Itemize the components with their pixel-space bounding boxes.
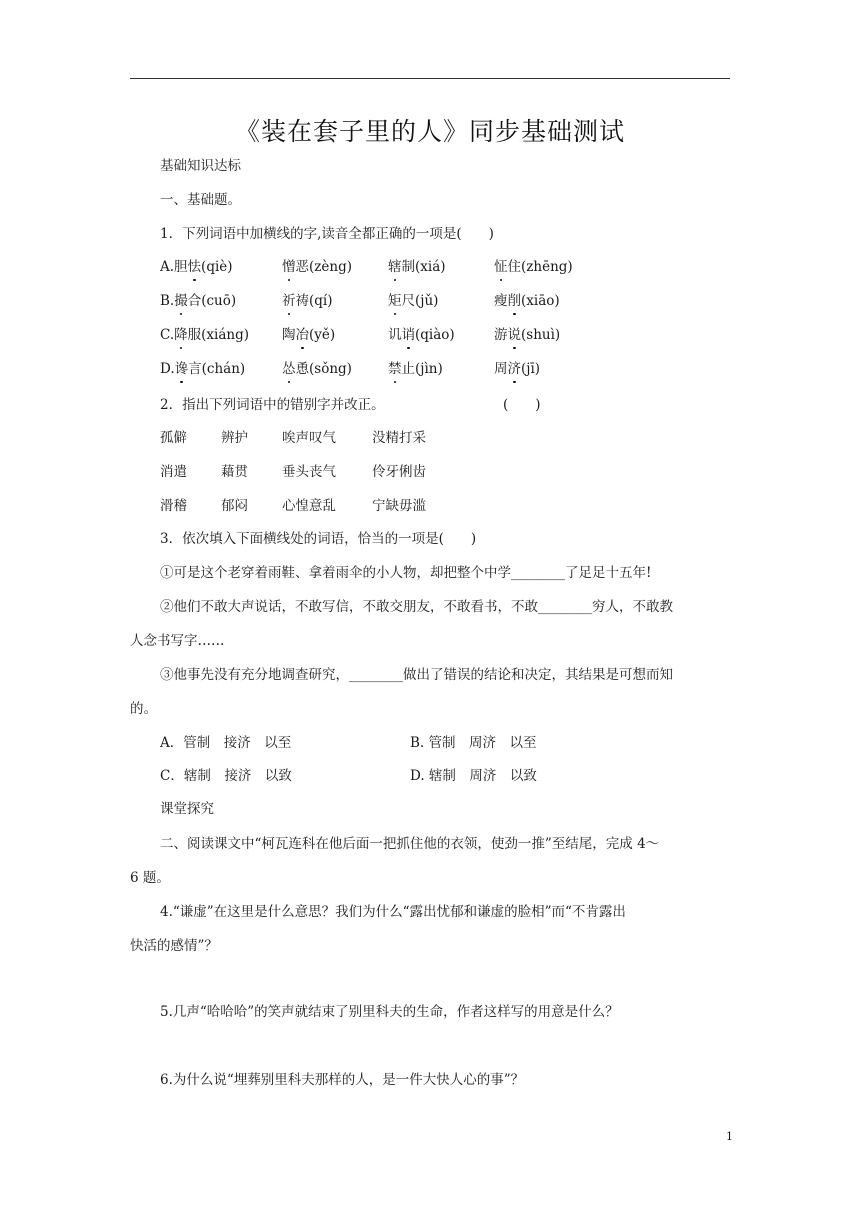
q2-word: 滑稽: [160, 498, 187, 514]
q2-answer-paren: ( ): [503, 397, 541, 413]
q1-option-c-word2: 陶冶(yě): [282, 327, 336, 343]
q1-option-c-word3: 讥诮(qiào): [388, 327, 455, 343]
q4-line-2: 快活的感情”？: [130, 938, 218, 954]
q2-word: 唉声叹气: [282, 430, 336, 446]
part2-intro-cont: 6 题。: [130, 870, 170, 886]
q1-option-a-word2: 憎恶(zèng): [282, 259, 352, 275]
q2-word: 辨护: [221, 430, 248, 446]
q3-sentence-3: ③他事先没有充分地调查研究，________做出了错误的结论和决定，其结果是可想而知: [160, 667, 673, 683]
section-classroom: 课堂探究: [160, 801, 214, 817]
section-basic-knowledge: 基础知识达标: [160, 158, 241, 174]
q3-sentence-1: ①可是这个老穿着雨鞋、拿着雨伞的小人物，却把整个中学________了足足十五年!: [160, 565, 652, 581]
q1-option-b-word3: 矩尺(jǔ): [388, 293, 439, 309]
q1-option-d-word4: 周济(jī): [494, 361, 541, 377]
q1-option-d-word3: 禁止(jìn): [388, 361, 443, 377]
q1-option-d: D.谗言(chán): [160, 361, 246, 377]
header-rule: [130, 78, 730, 79]
q1-option-b-word2: 祈祷(qí): [282, 293, 333, 309]
q2-word: 郁闷: [221, 498, 248, 514]
q1-option-b: B.撮合(cuō): [160, 293, 237, 309]
q3-stem: 3．依次填入下面横线处的词语，恰当的一项是( ): [160, 531, 477, 547]
q1-stem: 1．下列词语中加横线的字,读音全都正确的一项是( ): [160, 226, 494, 242]
q1-option-b-word4: 瘦削(xiāo): [494, 293, 560, 309]
q2-word: 垂头丧气: [282, 464, 336, 480]
q3-option-a: A．管制 接济 以至: [160, 735, 292, 751]
part2-intro: 二、阅读课文中“柯瓦连科在他后面一把抓住他的衣领，使劲一推”至结尾，完成 4～: [160, 836, 660, 852]
q2-word: 藉贯: [221, 464, 248, 480]
document-title: 《装在套子里的人》同步基础测试: [234, 117, 625, 146]
q3-option-b: B. 管制 周济 以至: [410, 735, 537, 751]
q3-option-c: C．辖制 接济 以致: [160, 768, 292, 784]
q2-word: 孤僻: [160, 430, 187, 446]
q2-word: 心惶意乱: [282, 498, 336, 514]
q2-word: 伶牙俐齿: [372, 464, 426, 480]
q2-word: 宁缺毋滥: [372, 498, 426, 514]
section-basic-questions: 一、基础题。: [160, 192, 241, 208]
q1-option-d-word2: 怂恿(sǒng): [282, 361, 352, 377]
q1-option-c-word4: 游说(shuì): [494, 327, 561, 343]
q3-sentence-2: ②他们不敢大声说话，不敢写信，不敢交朋友，不敢看书，不敢________穷人，不敢教: [160, 599, 673, 615]
page-number: 1: [726, 1130, 733, 1143]
q3-option-d: D. 辖制 周济 以致: [410, 768, 537, 784]
q6-text: 6.为什么说“埋葬别里科夫那样的人，是一件大快人心的事”？: [160, 1072, 525, 1088]
q1-option-a-word3: 辖制(xiá): [388, 259, 446, 275]
q1-option-a: A.胆怯(qiè): [160, 259, 233, 275]
q1-option-c: C.降服(xiáng): [160, 327, 249, 343]
q3-sentence-2-cont: 人念书写字……: [130, 633, 225, 649]
q2-stem: 2．指出下列词语中的错别字并改正。: [160, 397, 385, 413]
q5-text: 5.几声“哈哈哈”的笑声就结束了别里科夫的生命，作者这样写的用意是什么？: [160, 1004, 619, 1020]
q3-sentence-3-cont: 的。: [130, 701, 157, 717]
q2-word: 没精打采: [372, 430, 426, 446]
q1-option-a-word4: 怔住(zhēng): [494, 259, 573, 275]
q2-word: 消遣: [160, 464, 187, 480]
q4-line-1: 4.“谦虚”在这里是什么意思？我们为什么“露出忧郁和谦虚的脸相”而“不肯露出: [160, 904, 626, 920]
